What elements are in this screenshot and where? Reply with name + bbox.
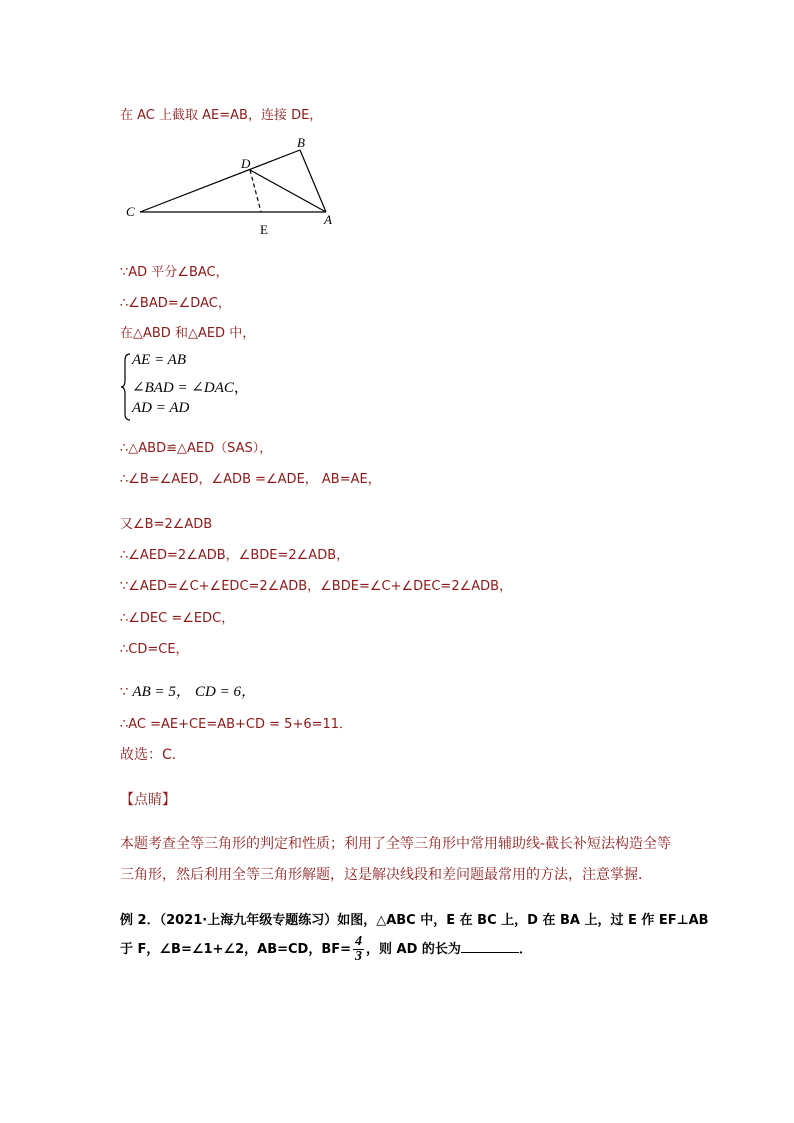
proof-line-8: ∵∠AED=∠C+∠EDC=2∠ADB，∠BDE=∠C+∠DEC=2∠ADB， (120, 579, 513, 594)
proof-line-2: ∴∠BAD=∠DAC， (120, 296, 231, 311)
proof-line-7: ∴∠AED=2∠ADB，∠BDE=2∠ADB， (120, 548, 350, 563)
intro-line: 在 AC 上截取 AE=AB，连接 DE， (120, 108, 323, 123)
example-line-1: 例 2．（2021·上海九年级专题练习）如图，△ABC 中，E 在 BC 上，D 在 BA 上，过 E 作 EF⊥AB (120, 913, 709, 928)
label-B: B (297, 135, 305, 150)
equation-system (120, 352, 320, 422)
answer-line: 故选：C． (120, 747, 186, 763)
fraction-numerator: 4 (355, 934, 363, 949)
label-D: D (241, 156, 251, 171)
segment-CB (140, 150, 300, 212)
system-comma: ， (233, 380, 249, 396)
segment-DE-dashed (250, 170, 261, 212)
example-line-2-text: 于 F，∠B=∠1+∠2，AB=CD，BF= (120, 942, 352, 957)
proof-line-11 (120, 680, 256, 701)
math-eq-5: = 5， (150, 684, 191, 700)
label-C: C (126, 204, 135, 219)
segment-BA (300, 150, 326, 212)
proof-line-10: ∴CD=CE， (120, 642, 189, 657)
fraction-denominator: 3 (355, 949, 363, 964)
because-symbol: ∵ (120, 685, 129, 700)
system-row-2-text: ∠BAD = ∠DAC (132, 380, 234, 396)
answer-blank[interactable] (461, 940, 519, 953)
math-eq-6: = 6， (215, 684, 256, 700)
proof-line-6: 又∠B=2∠ADB (120, 517, 213, 532)
example-line-2-suffix: ，则 AD 的长为 (366, 942, 461, 957)
proof-line-1: ∵AD 平分∠BAC， (120, 265, 229, 280)
example-line-2 (120, 935, 532, 964)
note-heading: 【点睛】 (120, 792, 176, 808)
note-paragraph-1: 本题考查全等三角形的判定和性质；利用了全等三角形中常用辅助线-截长补短法构造全等 (120, 836, 672, 852)
triangle-figure (120, 130, 350, 240)
note-paragraph-2: 三角形，然后利用全等三角形解题，这是解决线段和差问题最常用的方法，注意掌握． (120, 867, 652, 883)
left-brace-icon (120, 352, 132, 422)
example-line-2-end: ． (518, 942, 532, 957)
system-row-1: AE = AB (132, 352, 187, 368)
label-A: A (324, 212, 332, 227)
proof-line-4: ∴△ABD≌△AED（SAS）， (120, 441, 273, 456)
fraction-4-3 (353, 935, 364, 964)
label-E: E (260, 222, 268, 237)
proof-line-12: ∴AC =AE+CE=AB+CD = 5+6=11． (120, 717, 353, 732)
proof-line-3: 在△ABD 和△AED 中， (120, 326, 256, 341)
system-row-2 (132, 376, 249, 397)
math-AB: AB (132, 684, 151, 700)
system-row-3: AD = AD (132, 400, 190, 416)
proof-line-9: ∴∠DEC =∠EDC， (120, 611, 235, 626)
segment-DA (250, 170, 326, 212)
math-CD: CD (195, 684, 216, 700)
proof-line-5: ∴∠B=∠AED，∠ADB =∠ADE， AB=AE， (120, 472, 381, 487)
